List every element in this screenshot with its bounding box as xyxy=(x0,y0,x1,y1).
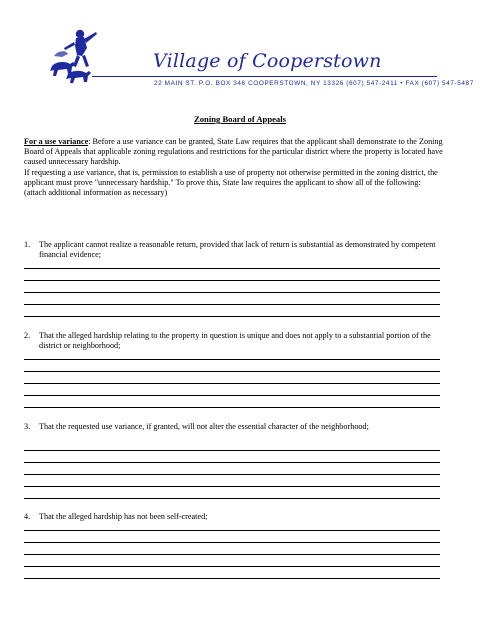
village-title: Village of Cooperstown xyxy=(153,50,382,72)
answer-line[interactable] xyxy=(24,450,440,451)
answer-line[interactable] xyxy=(24,530,440,531)
answer-line[interactable] xyxy=(24,578,440,579)
question-1 xyxy=(24,240,444,260)
answer-line[interactable] xyxy=(24,304,440,305)
answer-line[interactable] xyxy=(24,498,440,499)
answer-line[interactable] xyxy=(24,383,440,384)
answer-line[interactable] xyxy=(24,359,440,360)
intro-paragraph-1 xyxy=(24,137,444,168)
document-heading xyxy=(0,114,480,124)
question-text: That the alleged hardship relating to the property in question is unique and does not apply to a substantial portion of the district or neighborhood; xyxy=(39,331,431,351)
answer-line[interactable] xyxy=(24,280,440,281)
question-number: 1. xyxy=(24,240,31,249)
document-heading-text: Zoning Board of Appeals xyxy=(194,114,286,124)
question-text: That the requested use variance, if granted, will not alter the essential character of the neighborhood; xyxy=(39,422,369,431)
answer-line[interactable] xyxy=(24,268,440,269)
answer-line[interactable] xyxy=(24,395,440,396)
answer-line[interactable] xyxy=(24,486,440,487)
intro-paragraph-2: If requesting a use variance, that is, permission to establish a use of property not otherwise permitted in the zoning district, the applicant must prove "unnecessary hardship." To prove this, State law requires the applicant to show all of the following: (attach additional information as necessary) xyxy=(24,167,438,198)
answer-line[interactable] xyxy=(24,316,440,317)
intro-text: : Before a use variance can be granted, State Law requires that the applicant shall demonstrate to the Zoning Board of Appeals that applicable zoning regulations and restrictions for the particular district where the property is located have caused unnecessary hardship. xyxy=(24,137,443,167)
intro-lead: For a use variance xyxy=(24,137,89,146)
question-2 xyxy=(24,331,444,351)
answer-line[interactable] xyxy=(24,542,440,543)
question-3 xyxy=(24,422,444,432)
question-number: 3. xyxy=(24,422,31,431)
answer-line[interactable] xyxy=(24,371,440,372)
question-text: The applicant cannot realize a reasonable return, provided that lack of return is substantial as demonstrated by competent financial evidence; xyxy=(39,240,436,260)
question-text: That the alleged hardship has not been self-created; xyxy=(39,512,208,521)
answer-line[interactable] xyxy=(24,566,440,567)
village-address: 22 MAIN ST. P.O. BOX 346 COOPERSTOWN, NY 13326 (607) 547-2411 • FAX (607) 547-5487 xyxy=(154,80,474,87)
question-number: 2. xyxy=(24,331,31,340)
answer-line[interactable] xyxy=(24,462,440,463)
question-number: 4. xyxy=(24,512,31,521)
answer-line[interactable] xyxy=(24,292,440,293)
header-divider xyxy=(92,76,437,77)
answer-line[interactable] xyxy=(24,554,440,555)
question-4 xyxy=(24,512,444,522)
intro-section xyxy=(24,137,444,198)
answer-line[interactable] xyxy=(24,474,440,475)
answer-line[interactable] xyxy=(24,407,440,408)
